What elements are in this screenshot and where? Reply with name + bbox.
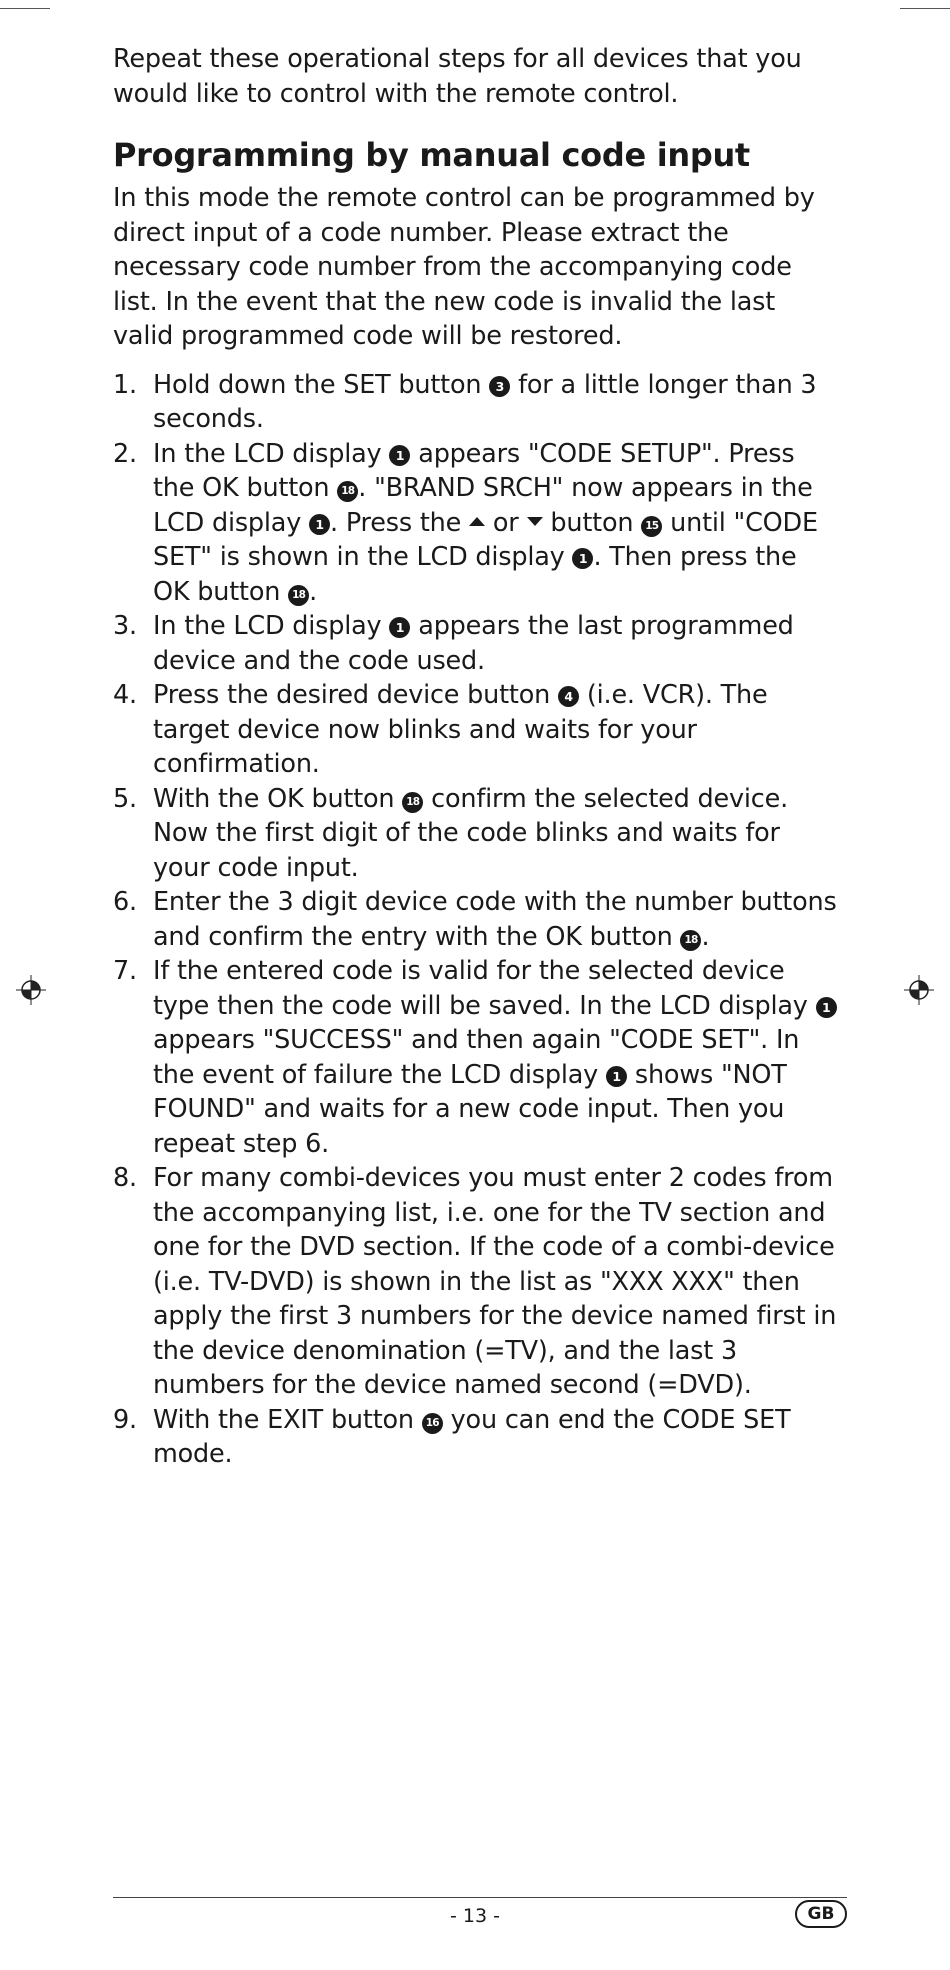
step-text: appears "CODE SETUP". Press the OK button — [153, 438, 795, 503]
step-number: 7. — [113, 956, 137, 986]
step-text: Press the desired device button — [153, 680, 558, 710]
section-heading: Programming by manual code input — [113, 136, 750, 174]
step-number: 2. — [113, 438, 137, 469]
lcd-ref-icon: 1 — [309, 514, 330, 535]
arrow-up-icon — [469, 517, 485, 526]
step-number: 5. — [113, 783, 137, 814]
crop-mark-right — [900, 8, 950, 9]
step-number: 4. — [113, 680, 137, 710]
lcd-ref-icon: 1 — [816, 997, 837, 1018]
step-number: 1. — [113, 369, 137, 400]
lcd-ref-icon: 1 — [572, 548, 593, 569]
page-number: - 13 - — [450, 1905, 500, 1927]
list-item — [113, 885, 838, 954]
step-number: 8. — [113, 1163, 137, 1193]
step-text: (i.e. VCR). The target device now blinks and waits for your confirmation. — [153, 680, 768, 779]
steps-list — [113, 368, 838, 1472]
step-text: button — [542, 507, 642, 538]
device-button-ref-icon: 4 — [558, 686, 579, 707]
list-item — [113, 954, 838, 1161]
step-text: Hold down the SET button — [153, 369, 490, 400]
step-text: In the LCD display — [153, 438, 390, 469]
footer-divider — [113, 1897, 847, 1898]
step-text: shows "NOT FOUND" and waits for a new code input. Then you repeat step 6. — [153, 1059, 787, 1159]
list-item — [113, 678, 838, 782]
lcd-ref-icon: 1 — [389, 445, 410, 466]
arrow-down-icon — [527, 517, 543, 526]
step-text: For many combi-devices you must enter 2 codes from the accompanying list, i.e. one for the TV section and one for the DVD section. If the code of a combi-device (i.e. TV-DVD) is shown in the list as "XXX XXX" then apply the first 3 numbers for the device named first in the device denomination (=TV), and the last 3 numbers for the device named second (=DVD). — [153, 1163, 837, 1400]
step-text: . Press the — [330, 507, 469, 538]
step-text: . Then press the OK button — [153, 542, 797, 607]
step-text: or — [485, 507, 527, 538]
step-text: appears the last programmed device and the code used. — [153, 611, 794, 676]
list-item — [113, 609, 838, 678]
ok-button-ref-icon: 18 — [680, 930, 701, 951]
step-text: If the entered code is valid for the selected device type then the code will be saved. In the LCD display — [153, 956, 816, 1021]
step-text: appears "SUCCESS" and then again "CODE SET". In the event of failure the LCD display — [153, 1025, 800, 1090]
step-text: confirm the selected device. Now the first digit of the code blinks and waits for your code input. — [153, 783, 788, 883]
intro-paragraph: Repeat these operational steps for all devices that you would like to control with the remote control. — [113, 44, 802, 109]
updown-button-ref-icon: 15 — [641, 516, 662, 537]
ok-button-ref-icon: 18 — [288, 585, 309, 606]
lcd-ref-icon: 1 — [606, 1066, 627, 1087]
button-ref-icon: 3 — [489, 376, 510, 397]
step-text: Enter the 3 digit device code with the number buttons and confirm the entry with the OK button — [153, 887, 837, 952]
ok-button-ref-icon: 18 — [402, 792, 423, 813]
step-number: 3. — [113, 611, 137, 641]
ok-button-ref-icon: 18 — [337, 481, 358, 502]
step-text: for a little longer than 3 seconds. — [153, 369, 817, 434]
list-item — [113, 437, 838, 610]
step-number: 6. — [113, 887, 137, 917]
step-text: until "CODE SET" is shown in the LCD display — [153, 507, 818, 572]
step-text: In the LCD display — [153, 611, 390, 641]
exit-button-ref-icon: 16 — [422, 1413, 443, 1434]
step-text: With the EXIT button — [153, 1404, 422, 1435]
lcd-ref-icon: 1 — [389, 617, 410, 638]
step-text: . — [701, 921, 710, 952]
language-badge: GB — [795, 1900, 847, 1928]
step-text: With the OK button — [153, 783, 403, 814]
section-paragraph: In this mode the remote control can be programmed by direct input of a code number. Please extract the necessary code number from the accompanying code list. In the event that the new code is invalid the last valid programmed code will be restored. — [113, 183, 815, 351]
step-text: . — [309, 576, 318, 607]
list-item — [113, 368, 838, 437]
page-content — [113, 42, 838, 1472]
list-item — [113, 782, 838, 886]
registration-mark-icon — [16, 975, 46, 1005]
step-text: . "BRAND SRCH" now appears in the LCD display — [153, 473, 813, 538]
crop-mark-left — [0, 8, 50, 9]
list-item — [113, 1403, 838, 1472]
step-text: you can end the CODE SET mode. — [153, 1404, 791, 1469]
step-number: 9. — [113, 1404, 137, 1435]
registration-mark-icon — [904, 975, 934, 1005]
list-item — [113, 1161, 838, 1403]
